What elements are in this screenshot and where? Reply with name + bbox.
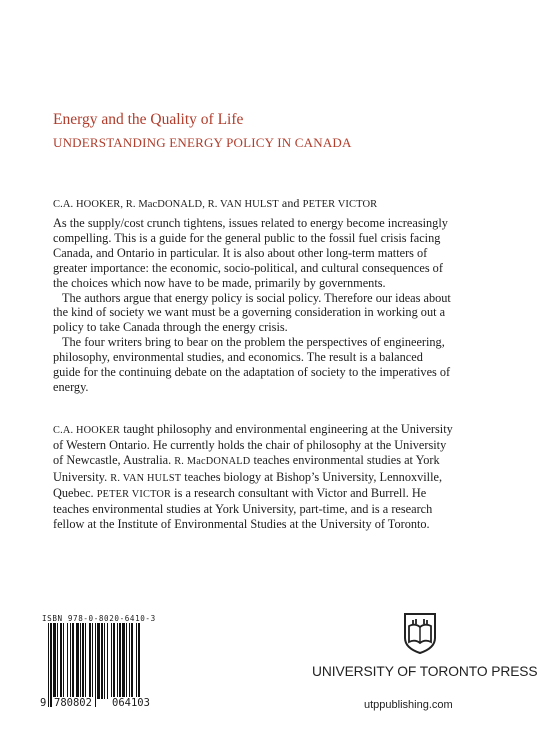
barcode-bar [60,623,62,699]
barcode-bar [82,623,84,699]
barcode-bar [92,623,93,707]
barcode-bar [129,623,130,699]
barcode-bar [70,623,71,699]
barcode-first-digit: 9 [40,697,47,709]
barcode-bar [107,623,108,699]
book-subtitle: UNDERSTANDING ENERGY POLICY IN CANADA [53,135,352,150]
barcode-bar [67,623,68,699]
author-name: PETER VICTOR [302,199,378,210]
author-biographies [53,422,453,532]
barcode-bar [48,623,49,707]
barcode-bar [57,623,58,699]
barcode-bar [89,623,91,699]
bio-author-name: R. MacDONALD [174,456,251,468]
barcode-bar [97,623,100,699]
author-list [53,196,377,211]
barcode-bar [111,623,112,699]
barcode-bar [136,623,137,707]
bio-text: is a research consultant with Victor and Burrell. He teaches environmental studies at York University, part-time, and is a research fellow at the Institute of Environmental Studies at the University of Toronto. [53,485,433,532]
barcode-bar [53,623,56,699]
barcode-bar [122,623,125,699]
book-title: Energy and the Quality of Life [53,111,244,128]
book-description [53,216,453,395]
barcode-bar [117,623,118,699]
barcode-bar [95,623,96,707]
author-name: C.A. HOOKER [53,199,121,210]
book-shield-icon [403,612,437,654]
bio-text: taught philosophy and environmental engineering at the University of Western Ontario. He currently holds the chair of philosophy at the University of Newcastle, Australia. [53,422,453,468]
barcode-bar [113,623,115,699]
barcode-bar [101,623,103,699]
barcode-left-digits: 780802 [54,697,92,709]
barcode-bar [138,623,140,707]
barcode-bar [63,623,64,699]
description-paragraph: The authors argue that energy policy is social policy. Therefore our ideas about the kind of society we want must be a governing consideration in working out a policy to take Canada through the energy crisis. [53,290,451,335]
author-name: R. VAN HULST [207,199,279,210]
bio-author-name: R. VAN HULST [110,472,182,484]
bio-text: teaches biology at Bishop’s University, Lennoxville, Quebec. [53,469,443,500]
barcode-bar [126,623,127,699]
author-separator: , [202,199,208,210]
barcode-bar [80,623,81,699]
description-paragraph: The four writers bring to bear on the problem the perspectives of engineering, philosophy, environmental studies, and economics. The result is a balanced guide for the continuing debate on the adaptation of society to the imperatives of energy. [53,335,451,394]
barcode-bar [50,623,52,707]
isbn-label: ISBN 978-0-8020-6410-3 [42,614,156,623]
barcode-bar [104,623,105,699]
barcode-right-digits: 064103 [112,697,150,709]
barcode-bar [119,623,121,699]
author-separator: , [120,199,126,210]
barcode-bar [72,623,74,699]
author-conjunction: and [278,196,303,210]
barcode-bar [76,623,79,699]
description-paragraph: As the supply/cost crunch tightens, issues related to energy become increasingly compelling. This is a guide for the general public to the fossil fuel crisis facing Canada, and Ontario in particular. It is also about other long-term matters of greater importance: the economic, socio-political, and cultural consequences of the choices which now have to be made, primarily by governments. [53,216,448,290]
bio-author-name: C.A. HOOKER [53,425,121,436]
bio-text: teaches environmental studies at York University. [53,453,440,484]
barcode-bar [131,623,133,699]
publisher-name: UNIVERSITY OF TORONTO PRESS [312,664,538,679]
bio-author-name: PETER VICTOR [96,488,172,500]
publisher-url: utppublishing.com [364,699,453,711]
barcode-bar [85,623,86,699]
author-name: R. MacDONALD [125,199,203,210]
